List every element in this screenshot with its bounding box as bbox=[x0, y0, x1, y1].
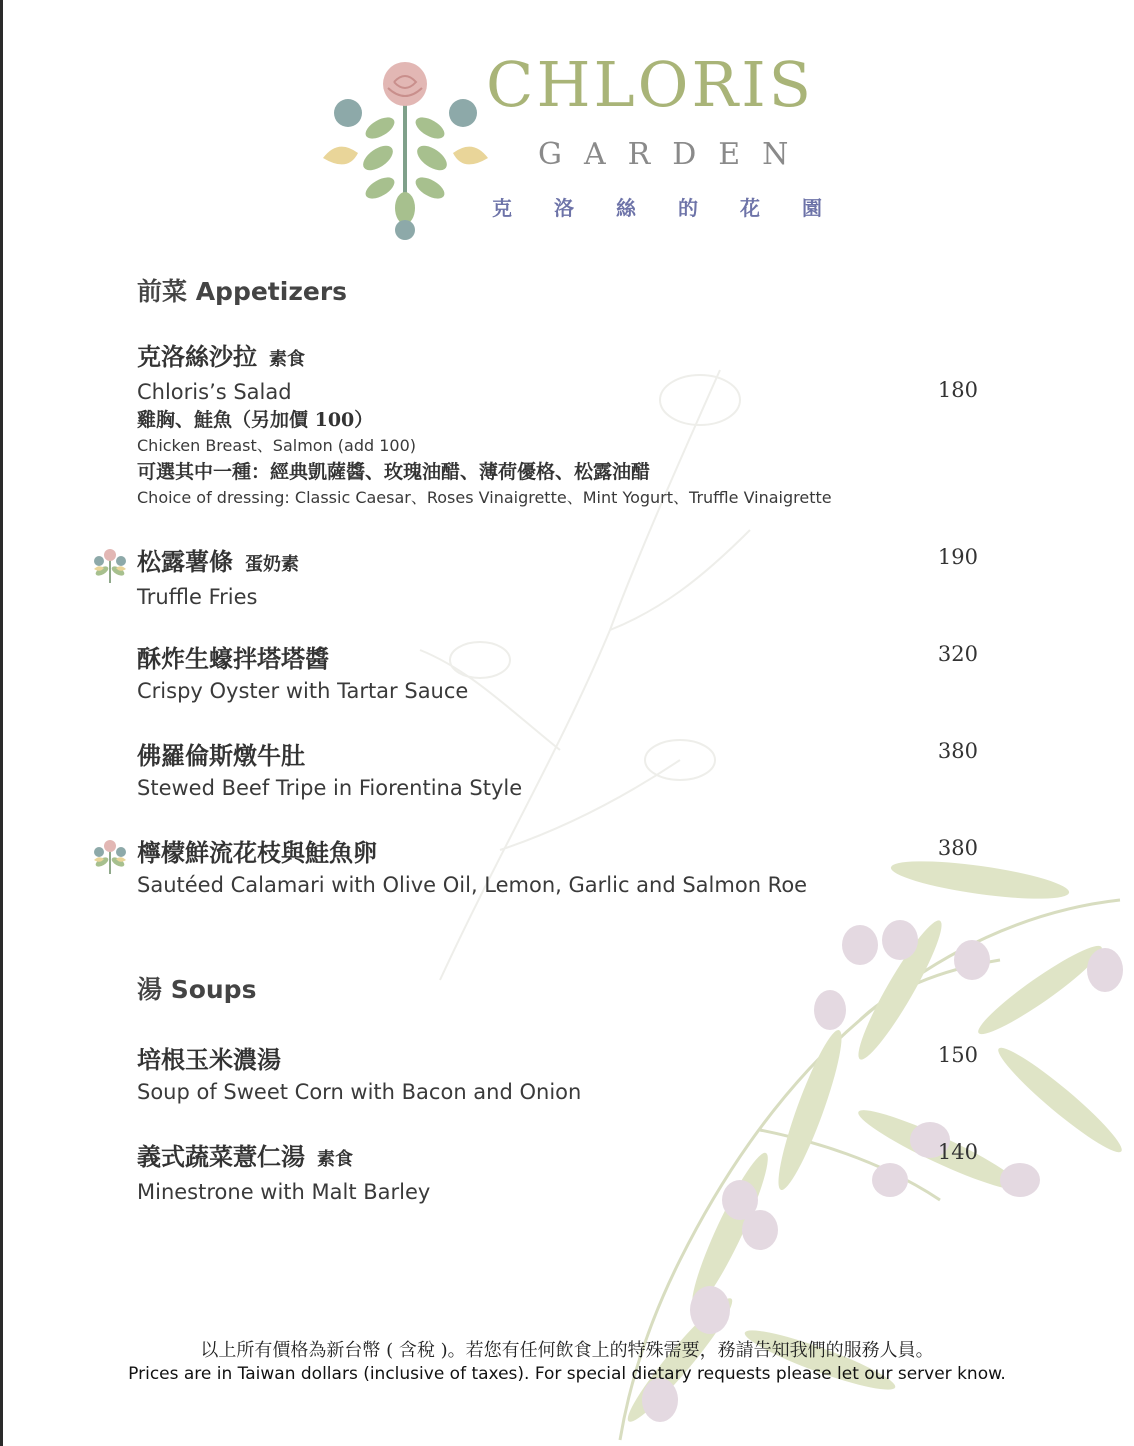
item-price: 180 bbox=[937, 378, 978, 402]
item-name-zh: 義式蔬菜薏仁湯 bbox=[137, 1142, 305, 1171]
item-note2-en: Choice of dressing: Classic Caesar、Roses Vinaigrette、Mint Yogurt、Truffle Vinaigrette bbox=[137, 488, 832, 507]
item-name-en: Chloris’s Salad bbox=[137, 380, 292, 404]
soups-title: 湯 Soups bbox=[137, 975, 257, 1004]
flower-recommend-icon bbox=[93, 547, 127, 585]
item-price: 320 bbox=[937, 642, 978, 666]
item-price: 140 bbox=[937, 1140, 978, 1164]
menu-item bbox=[137, 739, 978, 803]
item-name-en: Truffle Fries bbox=[137, 585, 258, 609]
item-name-en: Crispy Oyster with Tartar Sauce bbox=[137, 679, 469, 703]
item-price: 190 bbox=[937, 545, 978, 569]
footer-note-zh: 以上所有價格為新台幣 ( 含稅 )。若您有任何飲食上的特殊需要，務請告知我們的服務人員。 bbox=[200, 1340, 934, 1361]
item-name-en: Stewed Beef Tripe in Fiorentina Style bbox=[137, 776, 523, 800]
item-name-zh: 酥炸生蠔拌塔塔醬 bbox=[137, 644, 329, 673]
diet-tag: 蛋奶素 bbox=[245, 554, 299, 575]
item-price: 380 bbox=[937, 836, 978, 860]
flower-recommend-icon bbox=[93, 838, 127, 876]
item-name-zh: 松露薯條 bbox=[137, 547, 233, 576]
item-name-zh: 培根玉米濃湯 bbox=[137, 1045, 281, 1074]
item-name-zh: 檸檬鮮流花枝與鮭魚卵 bbox=[137, 838, 377, 867]
rose-logo-icon bbox=[318, 58, 493, 243]
item-name-en: Soup of Sweet Corn with Bacon and Onion bbox=[137, 1080, 582, 1104]
footer-note-en: Prices are in Taiwan dollars (inclusive of taxes). For special dietary requests please let our server know. bbox=[128, 1364, 1006, 1384]
page-left-border bbox=[0, 0, 3, 1446]
diet-tag: 素食 bbox=[317, 1149, 353, 1170]
item-note-en: Chicken Breast、Salmon (add 100) bbox=[137, 436, 417, 455]
item-price: 380 bbox=[937, 739, 978, 763]
menu-item bbox=[137, 340, 978, 511]
diet-tag: 素食 bbox=[269, 349, 305, 370]
brand-name: CHLORIS bbox=[486, 48, 815, 121]
item-price: 150 bbox=[937, 1043, 978, 1067]
menu-item bbox=[137, 836, 978, 900]
menu-item bbox=[137, 642, 978, 706]
item-note-zh: 雞胸、鮭魚（另加價 100） bbox=[137, 409, 374, 431]
item-name-zh: 克洛絲沙拉 bbox=[137, 342, 257, 371]
brand-chinese-name: 克洛絲的花園 bbox=[492, 196, 864, 220]
item-name-zh: 佛羅倫斯燉牛肚 bbox=[137, 741, 305, 770]
brand-subname: GARDEN bbox=[538, 137, 811, 172]
item-note2-zh: 可選其中一種：經典凱薩醬、玫瑰油醋、薄荷優格、松露油醋 bbox=[137, 461, 651, 483]
menu-item bbox=[137, 1043, 978, 1107]
item-name-en: Minestrone with Malt Barley bbox=[137, 1180, 431, 1204]
appetizers-title: 前菜 Appetizers bbox=[137, 277, 348, 306]
menu-item bbox=[137, 1140, 978, 1207]
item-name-en: Sautéed Calamari with Olive Oil, Lemon, Garlic and Salmon Roe bbox=[137, 873, 808, 897]
menu-item bbox=[137, 545, 978, 612]
